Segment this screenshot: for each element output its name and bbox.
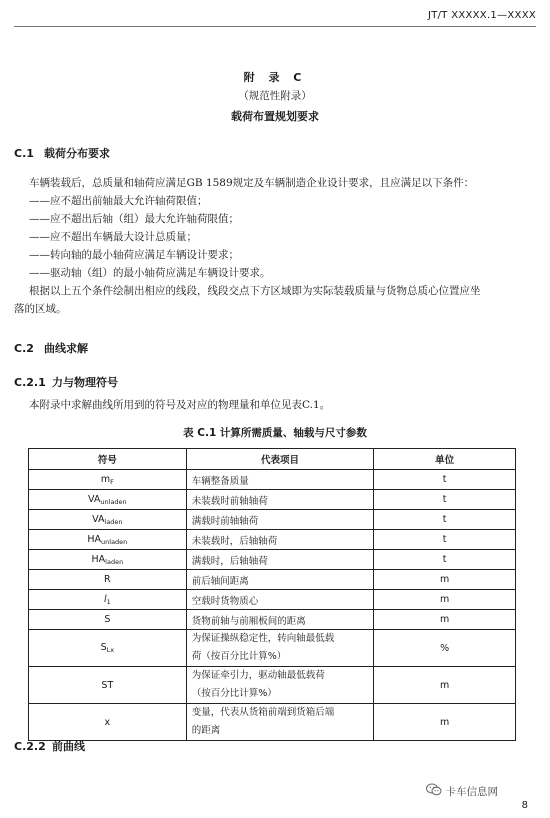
wechat-icon bbox=[426, 783, 442, 799]
table-row bbox=[29, 510, 516, 530]
parameter-table bbox=[28, 448, 516, 741]
table-row bbox=[29, 470, 516, 490]
table-row bbox=[29, 530, 516, 550]
description-cell: 满载时，后轴轴荷 bbox=[186, 550, 374, 570]
c1-requirements bbox=[29, 174, 536, 282]
appendix-heading: 载荷布置规划要求 bbox=[231, 110, 319, 123]
section-title: 力与物理符号 bbox=[52, 376, 118, 389]
table-row bbox=[29, 570, 516, 590]
description-cell: 车辆整备质量 bbox=[186, 470, 374, 490]
c1-summary bbox=[14, 282, 536, 318]
appendix-subtitle: （规范性附录） bbox=[238, 90, 312, 102]
symbol-cell: $l_1$ bbox=[29, 590, 187, 610]
section-c21-heading bbox=[14, 374, 118, 390]
column-header: 代表项目 bbox=[186, 449, 374, 470]
table-caption: 表 C.1 计算所需质量、轴载与尺寸参数 bbox=[183, 427, 367, 439]
summary-line: 根据以上五个条件绘制出相应的线段，线段交点下方区域即为实际装载质量与货物总质心位置应坐 bbox=[29, 285, 481, 297]
unit-cell: m bbox=[374, 590, 516, 610]
unit-cell: m bbox=[374, 570, 516, 590]
section-title: 曲线求解 bbox=[44, 342, 88, 355]
table-row bbox=[29, 630, 516, 667]
symbol-cell: ST bbox=[29, 667, 187, 704]
requirement-line: ——转向轴的最小轴荷应满足车辆设计要求； bbox=[29, 249, 239, 261]
unit-cell: m bbox=[374, 667, 516, 704]
watermark bbox=[426, 783, 499, 799]
unit-cell: m bbox=[374, 704, 516, 741]
symbol-cell: $HA_{laden}$ bbox=[29, 550, 187, 570]
symbol-cell: $HA_{unladen}$ bbox=[29, 530, 187, 550]
table-row bbox=[29, 490, 516, 510]
section-number: C.1 bbox=[14, 147, 34, 160]
description-cell: 变量，代表从货箱前端到货箱后端 的距离 bbox=[186, 704, 374, 741]
section-c22-heading bbox=[14, 738, 85, 754]
c21-paragraph: 本附录中求解曲线所用到的符号及对应的物理量和单位见表C.1。 bbox=[29, 399, 331, 411]
symbol-cell: $VA_{laden}$ bbox=[29, 510, 187, 530]
unit-cell: % bbox=[374, 630, 516, 667]
description-cell: 空载时货物质心 bbox=[186, 590, 374, 610]
requirement-line: ——应不超出后轴（组）最大允许轴荷限值； bbox=[29, 213, 239, 225]
table-row bbox=[29, 704, 516, 741]
appendix-title: 附 录 C bbox=[243, 71, 307, 84]
symbol-cell: $VA_{unladen}$ bbox=[29, 490, 187, 510]
column-header: 符号 bbox=[29, 449, 187, 470]
description-cell: 未装载时前轴轴荷 bbox=[186, 490, 374, 510]
table-row bbox=[29, 667, 516, 704]
symbol-cell: $S_{Lx}$ bbox=[29, 630, 187, 667]
requirement-line: ——驱动轴（组）的最小轴荷应满足车辆设计要求。 bbox=[29, 267, 271, 279]
document-id: JT/T XXXXX.1—XXXX bbox=[427, 10, 536, 21]
symbol-cell: $m_F$ bbox=[29, 470, 187, 490]
watermark-text: 卡车信息网 bbox=[445, 785, 498, 798]
unit-cell: t bbox=[374, 510, 516, 530]
section-c2-heading bbox=[14, 340, 88, 356]
symbol-cell: x bbox=[29, 704, 187, 741]
symbol-cell: R bbox=[29, 570, 187, 590]
summary-line: 落的区域。 bbox=[14, 303, 67, 315]
section-number: C.2.2 bbox=[14, 740, 46, 753]
unit-cell: t bbox=[374, 530, 516, 550]
unit-cell: t bbox=[374, 550, 516, 570]
table-row bbox=[29, 610, 516, 630]
symbol-cell: S bbox=[29, 610, 187, 630]
header-rule bbox=[14, 26, 536, 27]
unit-cell: t bbox=[374, 490, 516, 510]
description-cell: 货物前轴与前厢板间的距离 bbox=[186, 610, 374, 630]
section-c1-heading bbox=[14, 145, 110, 161]
section-title: 载荷分布要求 bbox=[44, 147, 110, 160]
page-number: 8 bbox=[521, 800, 528, 811]
table-row bbox=[29, 590, 516, 610]
unit-cell: t bbox=[374, 470, 516, 490]
description-cell: 前后轴间距离 bbox=[186, 570, 374, 590]
description-cell: 为保证牵引力，驱动轴最低载荷 （按百分比计算%） bbox=[186, 667, 374, 704]
unit-cell: m bbox=[374, 610, 516, 630]
table-row bbox=[29, 550, 516, 570]
section-number: C.2 bbox=[14, 342, 34, 355]
description-cell: 未装载时，后轴轴荷 bbox=[186, 530, 374, 550]
description-cell: 满载时前轴轴荷 bbox=[186, 510, 374, 530]
description-cell: 为保证操纵稳定性，转向轴最低载 荷（按百分比计算%） bbox=[186, 630, 374, 667]
requirement-line: 车辆装载后，总质量和轴荷应满足GB 1589规定及车辆制造企业设计要求，且应满足以下条件： bbox=[29, 177, 475, 189]
requirement-line: ——应不超出前轴最大允许轴荷限值； bbox=[29, 195, 208, 207]
column-header: 单位 bbox=[374, 449, 516, 470]
section-number: C.2.1 bbox=[14, 376, 46, 389]
table-header-row bbox=[29, 449, 516, 470]
section-title: 前曲线 bbox=[52, 740, 85, 753]
requirement-line: ——应不超出车辆最大设计总质量； bbox=[29, 231, 197, 243]
